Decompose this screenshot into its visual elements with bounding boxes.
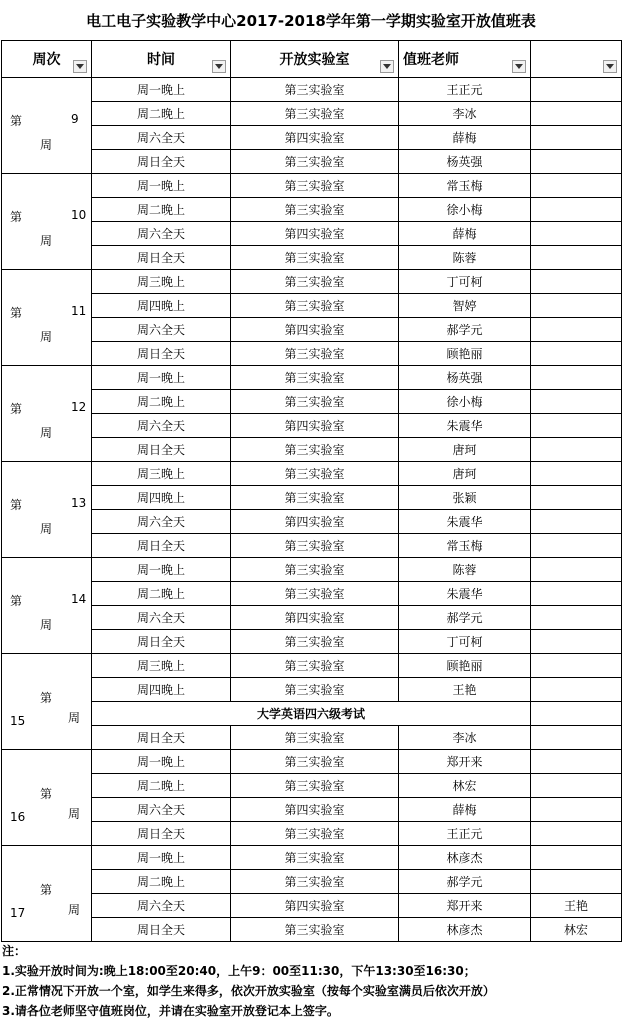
teacher-cell[interactable]: 陈蓉 [399,246,531,270]
extra-cell[interactable] [531,774,622,798]
extra-cell[interactable] [531,870,622,894]
header-row [2,41,622,78]
time-cell[interactable]: 周二晚上 [92,102,231,126]
dropdown-arrow-icon [215,64,223,69]
week-cell[interactable] [2,366,92,462]
lab-cell[interactable]: 第三实验室 [231,846,399,870]
extra-cell[interactable] [531,606,622,630]
week-prefix: 第 [10,594,23,608]
time-cell[interactable]: 周四晚上 [92,294,231,318]
lab-cell[interactable]: 第三实验室 [231,462,399,486]
lab-cell[interactable]: 第三实验室 [231,174,399,198]
table-row [2,726,622,750]
week-suffix: 周 [40,138,53,152]
lab-cell[interactable]: 第三实验室 [231,534,399,558]
week-prefix: 第 [40,691,53,705]
week-number: 15 [10,714,26,728]
extra-cell[interactable] [531,198,622,222]
time-cell[interactable]: 周四晚上 [92,486,231,510]
table-row [2,390,622,414]
lab-cell[interactable]: 第三实验室 [231,726,399,750]
week-prefix: 第 [40,883,53,897]
lab-cell[interactable]: 第三实验室 [231,678,399,702]
extra-cell[interactable] [531,462,622,486]
week-number: 11 [71,304,87,318]
teacher-cell[interactable]: 李冰 [399,102,531,126]
extra-cell[interactable] [531,630,622,654]
week-number: 17 [10,906,26,920]
header-lab-label: 开放实验室 [279,52,350,68]
week-cell[interactable] [2,78,92,174]
extra-cell[interactable] [531,366,622,390]
time-cell[interactable]: 周六全天 [92,222,231,246]
week-cell[interactable] [2,462,92,558]
header-time-label: 时间 [147,52,175,68]
extra-cell[interactable] [531,486,622,510]
teacher-cell[interactable]: 林彦杰 [399,918,531,942]
week-prefix: 第 [10,306,23,320]
teacher-cell[interactable]: 郝学元 [399,870,531,894]
time-cell[interactable]: 周日全天 [92,534,231,558]
teacher-cell[interactable]: 陈蓉 [399,558,531,582]
teacher-cell[interactable]: 顾艳丽 [399,342,531,366]
lab-cell[interactable]: 第三实验室 [231,150,399,174]
week-suffix: 周 [68,711,81,725]
teacher-cell[interactable]: 杨英强 [399,150,531,174]
dropdown-arrow-icon [606,64,614,69]
week-suffix: 周 [40,234,53,248]
time-cell[interactable]: 周六全天 [92,318,231,342]
time-cell[interactable]: 周二晚上 [92,198,231,222]
lab-cell[interactable]: 第四实验室 [231,222,399,246]
table-row [2,750,622,774]
time-cell[interactable]: 周日全天 [92,246,231,270]
table-row [2,846,622,870]
time-cell[interactable]: 周日全天 [92,630,231,654]
dropdown-arrow-icon [383,64,391,69]
extra-cell[interactable] [531,294,622,318]
table-row [2,606,622,630]
extra-cell[interactable] [531,174,622,198]
extra-cell[interactable] [531,798,622,822]
dropdown-arrow-icon [76,64,84,69]
notice-cell[interactable]: 大学英语四六级考试 [92,702,531,726]
teacher-cell[interactable]: 李冰 [399,726,531,750]
table-row [2,294,622,318]
teacher-cell[interactable]: 丁可柯 [399,270,531,294]
lab-cell[interactable]: 第三实验室 [231,342,399,366]
extra-cell[interactable] [531,270,622,294]
time-cell[interactable]: 周二晚上 [92,774,231,798]
time-cell[interactable]: 周一晚上 [92,78,231,102]
teacher-cell[interactable]: 常玉梅 [399,534,531,558]
teacher-cell[interactable]: 常玉梅 [399,174,531,198]
week-number: 14 [71,592,87,606]
lab-cell[interactable]: 第四实验室 [231,798,399,822]
header-week-label: 周次 [32,52,61,68]
week-cell[interactable] [2,846,92,942]
week-suffix: 周 [40,522,53,536]
table-row [2,78,622,102]
extra-cell[interactable] [531,822,622,846]
table-row [2,102,622,126]
week-prefix: 第 [40,787,53,801]
time-cell[interactable]: 周日全天 [92,438,231,462]
week-cell[interactable] [2,750,92,846]
teacher-cell[interactable]: 唐珂 [399,462,531,486]
extra-cell[interactable]: 林宏 [531,918,622,942]
table-row [2,918,622,942]
time-cell[interactable]: 周三晚上 [92,462,231,486]
table-row [2,174,622,198]
time-cell[interactable]: 周一晚上 [92,846,231,870]
lab-cell[interactable]: 第三实验室 [231,246,399,270]
table-row [2,774,622,798]
week-cell[interactable] [2,270,92,366]
notice-row [2,702,622,726]
extra-cell[interactable] [531,558,622,582]
note-item: 1.实验开放时间为:晚上18:00至20:40，上午9：00至11:30，下午13:30至16:30； [2,964,476,978]
lab-cell[interactable]: 第三实验室 [231,654,399,678]
table-row [2,894,622,918]
time-cell[interactable]: 周日全天 [92,822,231,846]
lab-cell[interactable]: 第四实验室 [231,510,399,534]
time-cell[interactable]: 周二晚上 [92,390,231,414]
week-number: 12 [71,400,87,414]
extra-cell[interactable] [531,750,622,774]
lab-cell[interactable]: 第三实验室 [231,870,399,894]
teacher-cell[interactable]: 林宏 [399,774,531,798]
lab-cell[interactable]: 第三实验室 [231,270,399,294]
lab-cell[interactable]: 第三实验室 [231,102,399,126]
table-row [2,654,622,678]
header-extra [531,41,622,78]
table-row [2,366,622,390]
extra-cell[interactable] [531,678,622,702]
teacher-cell[interactable]: 林彦杰 [399,846,531,870]
table-row [2,318,622,342]
lab-cell[interactable]: 第四实验室 [231,606,399,630]
filter-button-extra[interactable] [603,60,617,73]
time-cell[interactable]: 周六全天 [92,414,231,438]
time-cell[interactable]: 周一晚上 [92,558,231,582]
table-row [2,222,622,246]
header-week [2,41,92,78]
header-time [92,41,231,78]
table-row [2,246,622,270]
lab-cell[interactable]: 第三实验室 [231,750,399,774]
teacher-cell[interactable]: 徐小梅 [399,390,531,414]
dropdown-arrow-icon [515,64,523,69]
week-suffix: 周 [40,426,53,440]
teacher-cell[interactable]: 杨英强 [399,366,531,390]
lab-cell[interactable]: 第三实验室 [231,366,399,390]
week-suffix: 周 [40,330,53,344]
week-suffix: 周 [68,903,81,917]
extra-cell[interactable] [531,534,622,558]
table-row [2,198,622,222]
week-number: 9 [71,112,79,126]
note-item: 3.请各位老师坚守值班岗位，并请在实验室开放登记本上签字。 [2,1004,339,1018]
note-item: 2.正常情况下开放一个室，如学生来得多，依次开放实验室（按每个实验室满员后依次开放） [2,984,495,998]
week-cell[interactable] [2,654,92,750]
extra-cell[interactable] [531,726,622,750]
lab-cell[interactable]: 第三实验室 [231,630,399,654]
header-teacher [399,41,531,78]
week-prefix: 第 [10,114,23,128]
lab-cell[interactable]: 第三实验室 [231,486,399,510]
teacher-cell[interactable]: 丁可柯 [399,630,531,654]
lab-cell[interactable]: 第三实验室 [231,582,399,606]
table-row [2,822,622,846]
time-cell[interactable]: 周六全天 [92,894,231,918]
table-row [2,150,622,174]
lab-cell[interactable]: 第三实验室 [231,390,399,414]
teacher-cell[interactable]: 郝学元 [399,606,531,630]
week-prefix: 第 [10,402,23,416]
extra-cell[interactable]: 王艳 [531,894,622,918]
lab-cell[interactable]: 第四实验室 [231,894,399,918]
extra-cell[interactable] [531,654,622,678]
extra-cell[interactable] [531,702,622,726]
week-number: 10 [71,208,87,222]
lab-cell[interactable]: 第三实验室 [231,294,399,318]
header-teacher-label: 值班老师 [403,52,459,68]
teacher-cell[interactable]: 薛梅 [399,222,531,246]
table-row [2,558,622,582]
teacher-cell[interactable]: 王正元 [399,78,531,102]
notes-section [2,941,620,1021]
table-row [2,438,622,462]
week-cell[interactable] [2,558,92,654]
table-row [2,582,622,606]
time-cell[interactable]: 周六全天 [92,126,231,150]
time-cell[interactable]: 周六全天 [92,798,231,822]
week-suffix: 周 [68,807,81,821]
time-cell[interactable]: 周六全天 [92,606,231,630]
table-row [2,486,622,510]
extra-cell[interactable] [531,222,622,246]
extra-cell[interactable] [531,246,622,270]
time-cell[interactable]: 周日全天 [92,726,231,750]
week-prefix: 第 [10,210,23,224]
time-cell[interactable]: 周日全天 [92,918,231,942]
time-cell[interactable]: 周三晚上 [92,270,231,294]
teacher-cell[interactable]: 徐小梅 [399,198,531,222]
table-row [2,342,622,366]
teacher-cell[interactable]: 智婷 [399,294,531,318]
filter-button-time[interactable] [212,60,226,73]
lab-cell[interactable]: 第四实验室 [231,414,399,438]
time-cell[interactable]: 周日全天 [92,342,231,366]
teacher-cell[interactable]: 唐珂 [399,438,531,462]
time-cell[interactable]: 周二晚上 [92,582,231,606]
week-cell[interactable] [2,174,92,270]
table-body [2,78,622,942]
time-cell[interactable]: 周三晚上 [92,654,231,678]
extra-cell[interactable] [531,846,622,870]
extra-cell[interactable] [531,390,622,414]
table-row [2,270,622,294]
week-suffix: 周 [40,618,53,632]
extra-cell[interactable] [531,582,622,606]
filter-button-lab[interactable] [380,60,394,73]
lab-cell[interactable]: 第三实验室 [231,774,399,798]
lab-cell[interactable]: 第三实验室 [231,198,399,222]
extra-cell[interactable] [531,438,622,462]
notes-heading: 注： [2,944,27,958]
teacher-cell[interactable]: 郑开来 [399,750,531,774]
extra-cell[interactable] [531,150,622,174]
table-row [2,534,622,558]
teacher-cell[interactable]: 张颖 [399,486,531,510]
lab-cell[interactable]: 第三实验室 [231,438,399,462]
extra-cell[interactable] [531,342,622,366]
lab-cell[interactable]: 第四实验室 [231,318,399,342]
extra-cell[interactable] [531,510,622,534]
week-number: 13 [71,496,87,510]
teacher-cell[interactable]: 朱震华 [399,582,531,606]
teacher-cell[interactable]: 朱震华 [399,510,531,534]
extra-cell[interactable] [531,414,622,438]
lab-cell[interactable]: 第三实验室 [231,822,399,846]
lab-cell[interactable]: 第三实验室 [231,918,399,942]
filter-button-week[interactable] [73,60,87,73]
teacher-cell[interactable]: 王正元 [399,822,531,846]
lab-cell[interactable]: 第三实验室 [231,558,399,582]
week-prefix: 第 [10,498,23,512]
lab-cell[interactable]: 第三实验室 [231,78,399,102]
table-row [2,510,622,534]
teacher-cell[interactable]: 薛梅 [399,798,531,822]
time-cell[interactable]: 周二晚上 [92,870,231,894]
time-cell[interactable]: 周日全天 [92,150,231,174]
extra-cell[interactable] [531,102,622,126]
teacher-cell[interactable]: 郑开来 [399,894,531,918]
teacher-cell[interactable]: 朱震华 [399,414,531,438]
time-cell[interactable]: 周一晚上 [92,366,231,390]
extra-cell[interactable] [531,126,622,150]
extra-cell[interactable] [531,318,622,342]
time-cell[interactable]: 周一晚上 [92,174,231,198]
time-cell[interactable]: 周一晚上 [92,750,231,774]
teacher-cell[interactable]: 王艳 [399,678,531,702]
time-cell[interactable]: 周六全天 [92,510,231,534]
teacher-cell[interactable]: 顾艳丽 [399,654,531,678]
table-row [2,870,622,894]
week-number: 16 [10,810,26,824]
duty-schedule-table [1,40,622,942]
table-row [2,126,622,150]
table-row [2,462,622,486]
table-row [2,414,622,438]
extra-cell[interactable] [531,78,622,102]
table-row [2,678,622,702]
page-title: 电工电子实验教学中心2017-2018学年第一学期实验室开放值班表 [86,11,536,30]
time-cell[interactable]: 周四晚上 [92,678,231,702]
table-row [2,798,622,822]
table-row [2,630,622,654]
lab-cell[interactable]: 第四实验室 [231,126,399,150]
teacher-cell[interactable]: 郝学元 [399,318,531,342]
header-lab [231,41,399,78]
filter-button-teacher[interactable] [512,60,526,73]
teacher-cell[interactable]: 薛梅 [399,126,531,150]
